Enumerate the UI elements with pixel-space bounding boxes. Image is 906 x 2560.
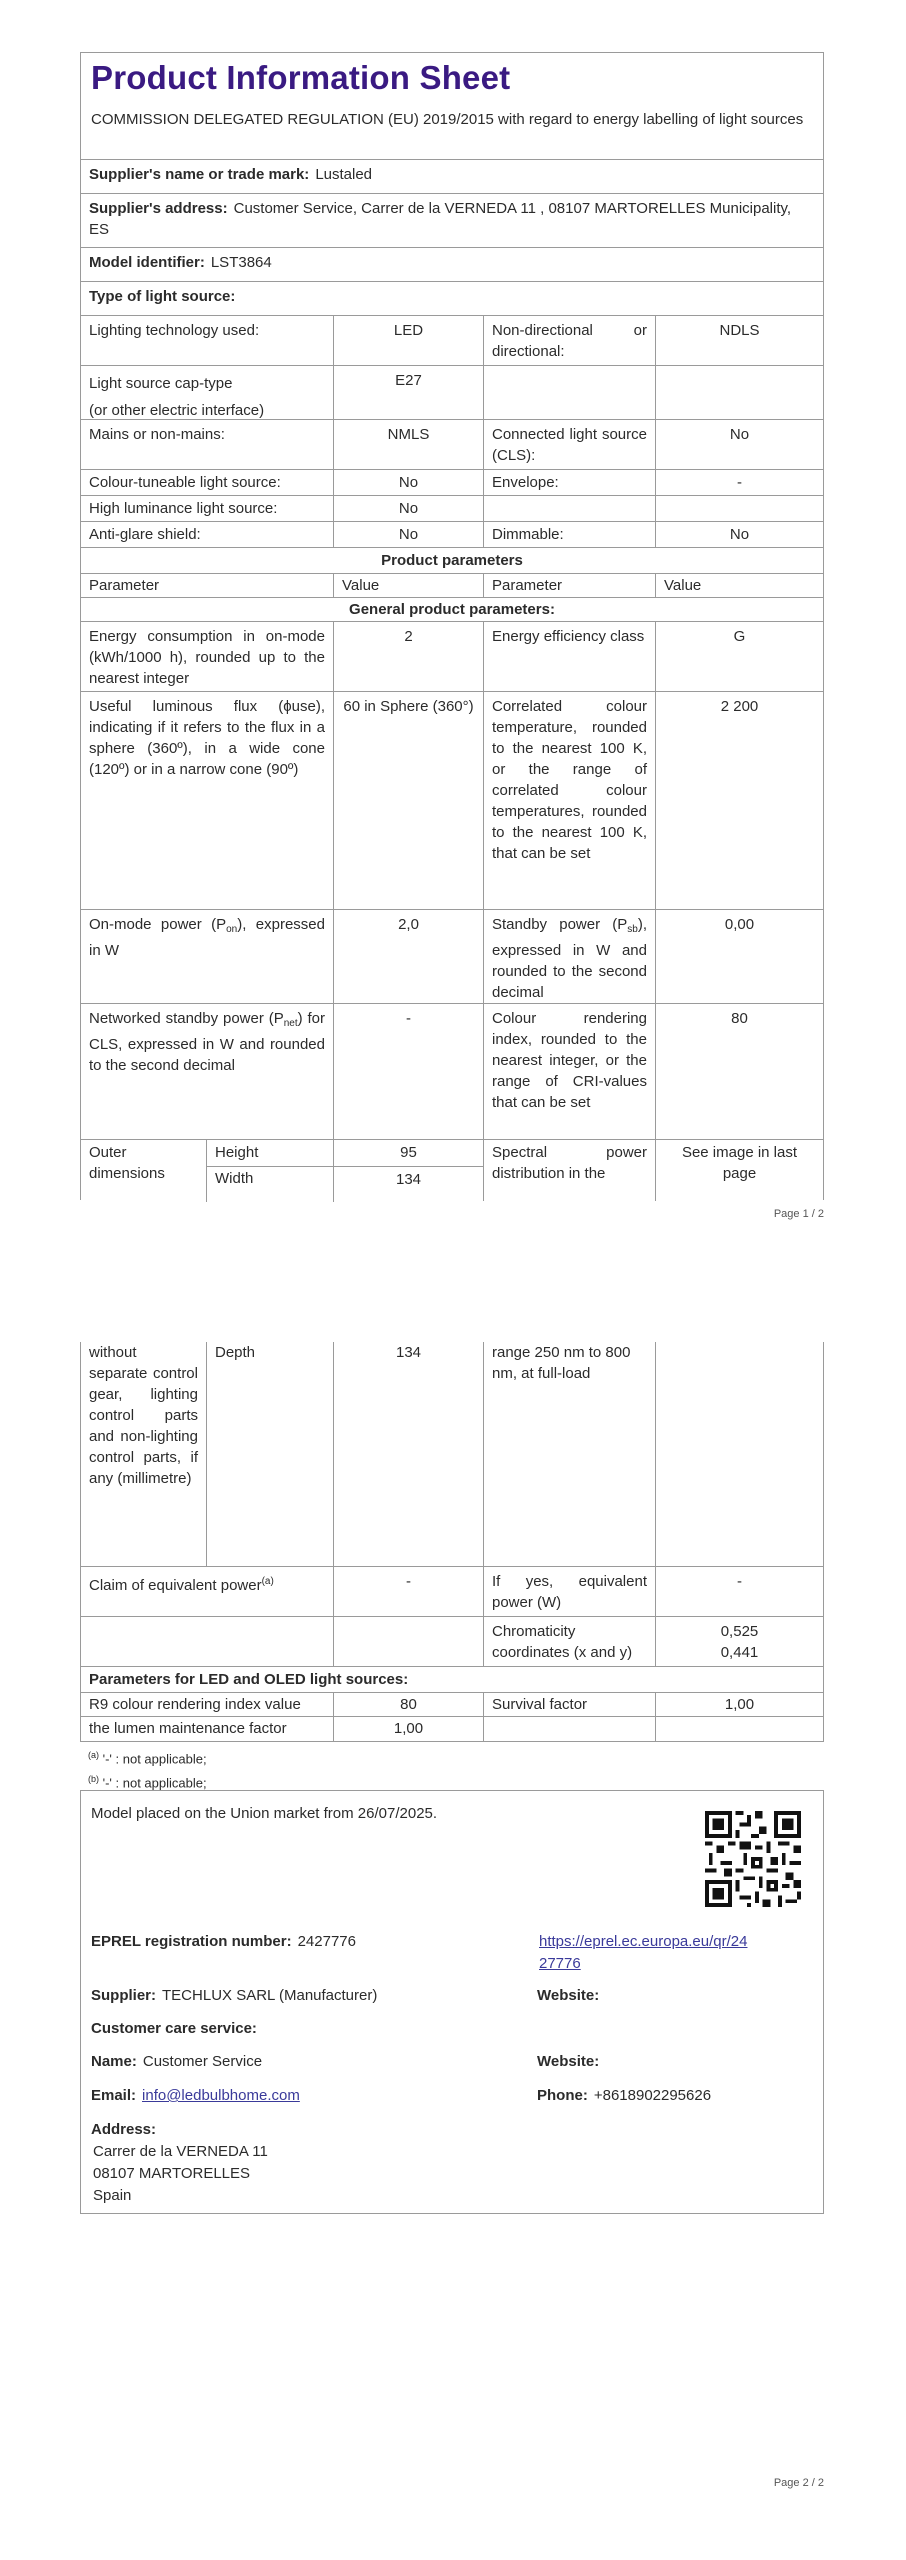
survival-value: 1,00 <box>655 1693 823 1716</box>
website-label: Website: <box>537 1987 600 2004</box>
model-value: LST3864 <box>210 254 272 271</box>
netpower-row <box>81 1003 823 1139</box>
lumen-value: 1,00 <box>333 1717 483 1741</box>
width-value: 134 <box>333 1166 483 1202</box>
website-label-2: Website: <box>537 2053 600 2070</box>
supplier-info-value: TECHLUX SARL (Manufacturer) <box>162 1987 378 2004</box>
netpower-label: Networked standby power $(P_{net})$ for CLS, expressed in W and rounded to the second decimal <box>89 1010 325 1074</box>
chroma-empty-2 <box>333 1617 483 1666</box>
colour-value: No <box>333 470 483 495</box>
equiv-value: - <box>333 1567 483 1616</box>
dims-row-cont <box>81 1342 823 1566</box>
general-heading: General product parameters: <box>349 601 555 618</box>
led-heading: Parameters for LED and OLED light sources: <box>89 1671 409 1688</box>
colour-row <box>81 469 823 495</box>
address-line-2: 08107 MARTORELLES <box>93 2165 251 2182</box>
dimmable-label: Dimmable: <box>483 522 655 547</box>
antiglare-value: No <box>333 522 483 547</box>
customer-care-label: Customer care service: <box>91 2020 257 2037</box>
cap-empty <box>483 366 655 419</box>
highlum-label: High luminance light source: <box>89 500 278 517</box>
flux-row <box>81 691 823 909</box>
flux-label: Useful luminous flux (ϕuse), indicating if it refers to the flux in a sphere (360º), in a wide cone (120º) or in a narrow cone (90º) <box>89 698 325 778</box>
product-info-table <box>80 52 824 1200</box>
r9-label: R9 colour rendering index value <box>89 1696 301 1713</box>
energy-row <box>81 621 823 691</box>
eprel-link[interactable]: https://eprel.ec.europa.eu/qr/24 27776 <box>539 1933 748 1972</box>
highlum-empty-2 <box>655 496 823 521</box>
mains-label: Mains or non-mains: <box>89 426 225 443</box>
page-number-2: Page 2 / 2 <box>773 2477 824 2489</box>
supplier-label: Supplier's name or trade mark: <box>89 166 310 183</box>
footnote-a: $^{(a)}$ '-' : not applicable; <box>88 1750 207 1767</box>
cap-empty-2 <box>655 366 823 419</box>
qr-code-icon[interactable] <box>705 1811 801 1907</box>
onpower-row <box>81 909 823 1003</box>
equiv-label: Claim of equivalent power$^{(a)}$ <box>89 1576 274 1594</box>
cap-value: E27 <box>333 366 483 419</box>
type-heading: Type of light source: <box>89 288 236 305</box>
footnote-b: $^{(b)}$ '-' : not applicable; <box>88 1774 207 1791</box>
lumen-empty <box>483 1717 655 1741</box>
product-info-table-cont <box>80 1342 824 1742</box>
product-params-heading-row <box>81 547 823 573</box>
equiv-power-label: If yes, equivalent power (W) <box>483 1567 655 1616</box>
cct-label: Correlated colour temperature, rounded to the nearest 100 K, or the range of correlated colour temperatures, rounded to the nearest 100 K, that can be set <box>483 692 655 909</box>
supplier-info-box <box>80 1790 824 2214</box>
chroma-value: 0,525 0,441 <box>655 1617 823 1666</box>
efficiency-value: G <box>655 622 823 691</box>
care-phone: Phone: +8618902295626 <box>537 2087 712 2104</box>
depth-label: Depth <box>206 1342 333 1566</box>
dims-label: Outer dimensions <box>89 1144 165 1182</box>
type-heading-row <box>81 281 823 315</box>
col-header-parameter-2: Parameter <box>483 574 655 597</box>
cri-value: 80 <box>655 1004 823 1139</box>
tech-label: Lighting technology used: <box>89 322 260 339</box>
page-1 <box>0 0 906 1225</box>
supplier-row <box>81 159 823 193</box>
width-label: Width <box>206 1166 333 1202</box>
chroma-row <box>81 1616 823 1666</box>
led-heading-row <box>81 1666 823 1692</box>
address-label-2: Address: <box>91 2121 157 2138</box>
general-heading-row <box>81 597 823 621</box>
spectral-label-cont: range 250 nm to 800 nm, at full-load <box>483 1342 655 1566</box>
cct-value: 2 200 <box>655 692 823 909</box>
lumen-label: the lumen maintenance factor <box>89 1720 287 1737</box>
cap-label: Light source cap-type (or other electric interface) <box>89 375 265 419</box>
mains-row <box>81 419 823 469</box>
spectral-label: Spectral power distribution in the <box>483 1140 655 1201</box>
r9-value: 80 <box>333 1693 483 1716</box>
care-name: Name: Customer Service <box>91 2053 263 2070</box>
antiglare-label: Anti-glare shield: <box>89 526 201 543</box>
efficiency-label: Energy efficiency class <box>483 622 655 691</box>
spectral-value: See image in last page <box>655 1140 823 1201</box>
height-label: Height <box>206 1140 333 1166</box>
page-title: Product Information Sheet <box>91 59 511 96</box>
email-link[interactable]: info@ledbulbhome.com <box>142 2087 300 2104</box>
standby-value: 0,00 <box>655 910 823 1003</box>
antiglare-row <box>81 521 823 547</box>
highlum-value: No <box>333 496 483 521</box>
col-header-value: Value <box>333 574 483 597</box>
address-line-3: Spain <box>93 2187 132 2204</box>
equiv-power-value: - <box>655 1567 823 1616</box>
supplier-info: Supplier: TECHLUX SARL (Manufacturer) <box>91 1987 378 2004</box>
cls-value: No <box>655 420 823 469</box>
column-header-row <box>81 573 823 597</box>
directional-label: Non-directional or directional: <box>483 316 655 365</box>
depth-value: 134 <box>333 1342 483 1566</box>
address-label: Supplier's address: <box>89 200 228 217</box>
flux-value: 60 in Sphere (360°) <box>333 692 483 909</box>
address-row <box>81 193 823 247</box>
spectral-empty <box>655 1342 823 1566</box>
dims-row <box>81 1139 823 1201</box>
colour-label: Colour-tuneable light source: <box>89 474 281 491</box>
mains-value: NMLS <box>333 420 483 469</box>
tech-value: LED <box>333 316 483 365</box>
cls-label: Connected light source (CLS): <box>483 420 655 469</box>
col-header-parameter: Parameter <box>89 577 160 594</box>
highlum-empty <box>483 496 655 521</box>
onpower-label: On-mode power $(P_{on})$, expressed in W <box>89 916 325 959</box>
product-params-heading: Product parameters <box>381 552 523 569</box>
chroma-empty <box>81 1617 333 1666</box>
onpower-value: 2,0 <box>333 910 483 1003</box>
address-line-1: Carrer de la VERNEDA 11 <box>93 2143 268 2160</box>
address-value: Customer Service, Carrer de la VERNEDA 11 , 08107 MARTORELLES Municipality, ES <box>89 200 792 238</box>
highlum-row <box>81 495 823 521</box>
equiv-row <box>81 1566 823 1616</box>
cri-label: Colour rendering index, rounded to the nearest integer, or the range of CRI-values that can be set <box>483 1004 655 1139</box>
lumen-empty-2 <box>655 1717 823 1741</box>
model-label: Model identifier: <box>89 254 205 271</box>
envelope-value: - <box>655 470 823 495</box>
care-email: Email: info@ledbulbhome.com <box>91 2087 300 2104</box>
survival-label: Survival factor <box>483 1693 655 1716</box>
page-number-1: Page 1 / 2 <box>773 1208 824 1220</box>
model-row <box>81 247 823 281</box>
supplier-value: Lustaled <box>315 166 373 183</box>
dimmable-value: No <box>655 522 823 547</box>
regulation-text: COMMISSION DELEGATED REGULATION (EU) 2019/2015 with regard to energy labelling of light sources <box>91 111 804 128</box>
standby-label: Standby power $(P_{sb})$, expressed in W and rounded to the second decimal <box>483 910 655 1003</box>
market-date: Model placed on the Union market from 26/07/2025. <box>91 1805 438 1822</box>
netpower-value: - <box>333 1004 483 1139</box>
tech-row <box>81 315 823 365</box>
envelope-label: Envelope: <box>483 470 655 495</box>
dims-label-cont: without separate control gear, lighting control parts and non-lighting control parts, if any (millimetre) <box>89 1344 198 1487</box>
r9-row <box>81 1692 823 1716</box>
chroma-label: Chromaticity coordinates (x and y) <box>483 1617 655 1666</box>
col-header-value-2: Value <box>655 574 823 597</box>
eprel-value: 2427776 <box>297 1933 356 1950</box>
cap-row <box>81 365 823 419</box>
energy-value: 2 <box>333 622 483 691</box>
eprel-row: EPREL registration number: 2427776 <box>91 1933 356 1950</box>
energy-label: Energy consumption in on-mode (kWh/1000 h), rounded up to the nearest integer <box>89 628 325 687</box>
directional-value: NDLS <box>655 316 823 365</box>
lumen-row <box>81 1716 823 1741</box>
height-value: 95 <box>333 1140 483 1166</box>
